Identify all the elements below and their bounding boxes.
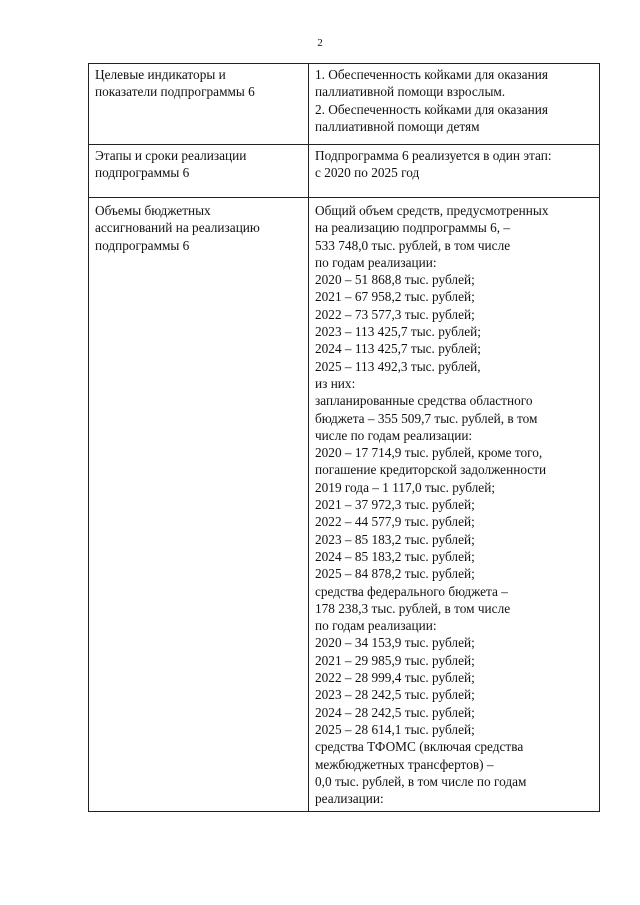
text-line: бюджета – 355 509,7 тыс. рублей, в том [315,410,538,426]
text-line: 2024 – 113 425,7 тыс. рублей; [315,341,481,357]
text-line: ассигнований на реализацию [95,220,260,236]
table-row [89,198,600,812]
text-line: Целевые индикаторы и [95,67,226,82]
text-line: реализации: [315,791,384,807]
text-line: 2025 – 84 878,2 тыс. рублей; [315,566,475,582]
text-line: 2024 – 85 183,2 тыс. рублей; [315,548,475,564]
text-line: 0,0 тыс. рублей, в том числе по годам [315,773,527,789]
text-line: 2023 – 28 242,5 тыс. рублей; [315,687,475,703]
row-value-targets [309,64,600,145]
text-line: подпрограммы 6 [95,237,190,253]
text-line: из них: [315,375,356,391]
text-line: Объемы бюджетных [95,203,211,218]
text-line: 2. Обеспеченность койками для оказания [315,101,548,117]
text-line: 2021 – 37 972,3 тыс. рублей; [315,497,475,513]
text-line: 2022 – 28 999,4 тыс. рублей; [315,670,475,686]
text-line: показатели подпрограммы 6 [95,84,255,100]
text-line: на реализацию подпрограммы 6, – [315,220,511,236]
row-value-budget [309,198,600,812]
text-line: 2025 – 113 492,3 тыс. рублей, [315,358,481,374]
text-line: по годам реализации: [315,254,437,270]
row-value-stages [309,145,600,198]
text-line: 2021 – 67 958,2 тыс. рублей; [315,289,475,305]
text-line: 2020 – 17 714,9 тыс. рублей, кроме того, [315,445,543,461]
page-number: 2 [317,37,323,49]
text-line: 2023 – 85 183,2 тыс. рублей; [315,531,475,547]
text-line: паллиативной помощи детям [315,118,480,134]
text-line: 2020 – 51 868,8 тыс. рублей; [315,272,475,288]
text-line: 2019 года – 1 117,0 тыс. рублей; [315,479,496,495]
text-line: запланированные средства областного [315,393,533,409]
table-row [89,64,600,145]
text-line: числе по годам реализации: [315,427,473,443]
text-line: 2025 – 28 614,1 тыс. рублей; [315,721,475,737]
text-line: паллиативной помощи взрослым. [315,84,506,100]
text-line: 2023 – 113 425,7 тыс. рублей; [315,324,481,340]
text-line: 1. Обеспеченность койками для оказания [315,67,548,82]
text-line: средства ТФОМС (включая средства [315,739,524,755]
text-line: межбюджетных трансфертов) – [315,756,494,772]
row-label-targets [89,64,309,145]
text-line: 2022 – 73 577,3 тыс. рублей; [315,306,475,322]
text-line: с 2020 по 2025 год [315,165,420,181]
text-line: 2021 – 29 985,9 тыс. рублей; [315,652,475,668]
text-line: 178 238,3 тыс. рублей, в том числе [315,600,511,616]
text-line: подпрограммы 6 [95,165,190,181]
text-line: 2024 – 28 242,5 тыс. рублей; [315,704,475,720]
subprogram-passport-table [88,63,600,812]
text-line: 2020 – 34 153,9 тыс. рублей; [315,635,475,651]
table-row [89,145,600,198]
text-line: по годам реализации: [315,618,437,634]
row-label-stages [89,145,309,198]
text-line: средства федерального бюджета – [315,583,508,599]
text-line: Подпрограмма 6 реализуется в один этап: [315,148,552,163]
text-line: погашение кредиторской задолженности [315,462,547,478]
text-line: Общий объем средств, предусмотренных [315,203,549,218]
text-line: Этапы и сроки реализации [95,148,247,163]
row-label-budget [89,198,309,812]
text-line: 2022 – 44 577,9 тыс. рублей; [315,514,475,530]
text-line: 533 748,0 тыс. рублей, в том числе [315,237,511,253]
